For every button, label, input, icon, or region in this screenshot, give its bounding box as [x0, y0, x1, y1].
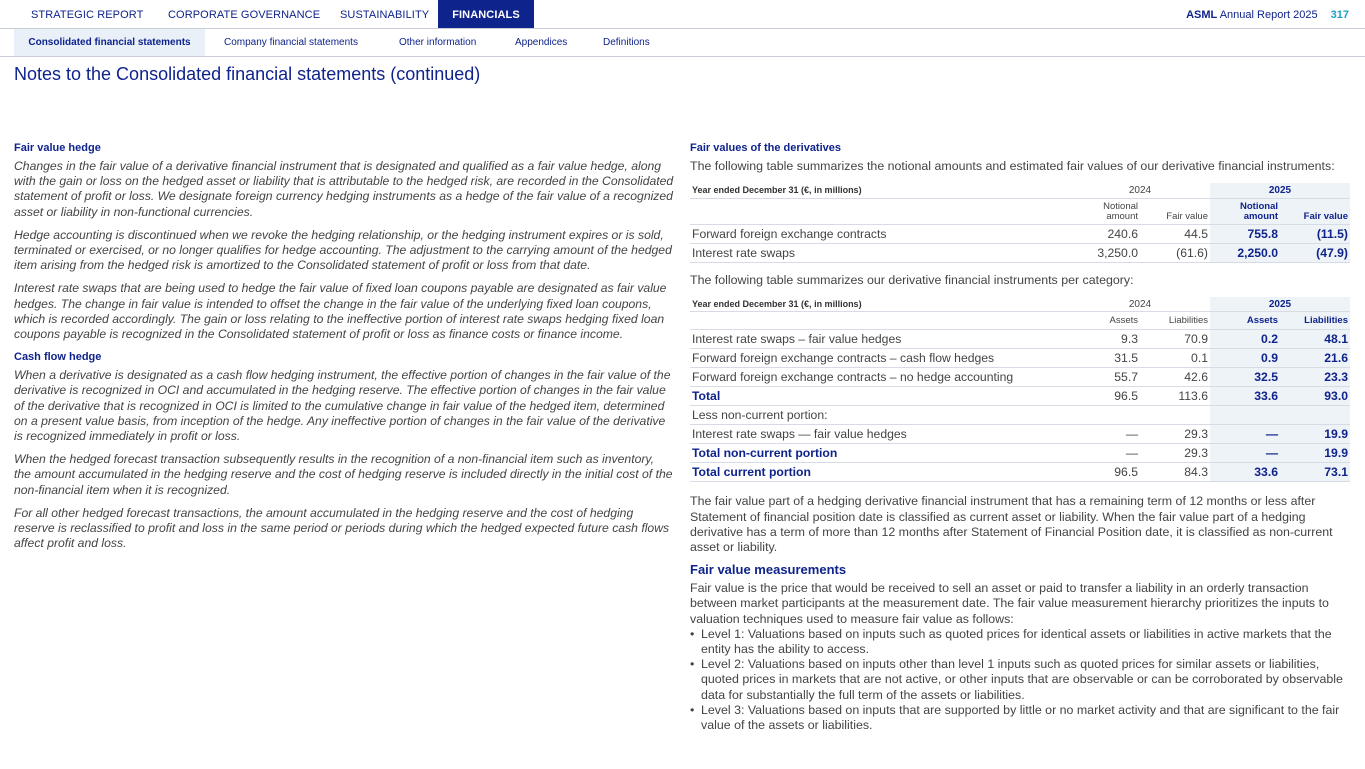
cell-value: 33.6 [1210, 387, 1280, 406]
subnav-definitions[interactable]: Definitions [603, 37, 650, 48]
cell-value: 755.8 [1210, 224, 1280, 243]
brand-report-title: Annual Report 2025 [1219, 9, 1318, 21]
tab-financials[interactable]: FINANCIALS [438, 0, 534, 28]
derivatives-table-intro: The following table summarizes the notional amounts and estimated fair values of our derivative financial instruments: [690, 159, 1335, 173]
subnav-appendices[interactable]: Appendices [515, 37, 568, 48]
cell-value: 73.1 [1280, 463, 1350, 482]
column-header: Fair value [1280, 198, 1350, 224]
cell-value: 42.6 [1140, 368, 1210, 387]
right-column [690, 141, 1352, 733]
cell-value: 55.7 [1070, 368, 1140, 387]
derivatives-category-table [690, 297, 1350, 483]
row-label: Total non-current portion [690, 444, 1070, 463]
fair-value-measurements-text: Fair value is the price that would be received to sell an asset or paid to transfer a liability in an orderly transaction between market participants at the measurement date. The fair value measurement hierarchy prioritizes the inputs to valuation techniques used to measure fair value as follows: [690, 581, 1329, 626]
derivatives-fair-value-table [690, 183, 1350, 263]
list-item: • Level 2: Valuations based on inputs other than level 1 inputs such as quoted prices for similar assets or liabilities, quoted prices in markets that are not active, or other inputs that are observable or can be corroborated by observable data for substantially the full term of the assets or liabilities. [690, 657, 1352, 703]
cell-value: 19.9 [1280, 444, 1350, 463]
cell-value: 240.6 [1070, 224, 1140, 243]
cell-value: (11.5) [1280, 224, 1350, 243]
table-row [690, 425, 1350, 444]
cell-value: — [1210, 444, 1280, 463]
cell-value: 0.2 [1210, 330, 1280, 349]
column-header: Assets [1070, 312, 1140, 330]
table-row-total [690, 444, 1350, 463]
subnav-company-financial-statements[interactable]: Company financial statements [224, 37, 358, 48]
year-2024-header: 2024 [1070, 183, 1210, 198]
table-label: Year ended December 31 (€, in millions) [690, 183, 1070, 198]
column-header: Liabilities [1140, 312, 1210, 330]
subnav-consolidated-financial-statements[interactable]: Consolidated financial statements [14, 29, 205, 56]
fair-value-hedge-heading: Fair value hedge [14, 142, 101, 154]
cell-value [1070, 406, 1140, 425]
column-header: Fair value [1140, 198, 1210, 224]
tab-strategic-report[interactable]: STRATEGIC REPORT [31, 9, 144, 21]
column-header: Notional amount [1070, 198, 1140, 224]
list-item: • Level 1: Valuations based on inputs such as quoted prices for identical assets or liabilities in active markets that the entity has the ability to access. [690, 627, 1352, 657]
brand-name: ASML [1186, 9, 1218, 21]
year-2024-header: 2024 [1070, 297, 1210, 312]
column-header: Assets [1210, 312, 1280, 330]
cash-flow-hedge-paragraph-1: When a derivative is designated as a cash flow hedging instrument, the effective portion of changes in the fair value of the derivative is recognized in OCI and accumulated in the hedging reserve. The effective portion of changes in the fair value of the derivative that is recognized in OCI is limited to the cumulative change in fair value of the hedged item, determined on a present value basis, from inception of the hedge. Any ineffective portion of changes in the fair value of the derivative is recognized immediately in profit or loss. [14, 368, 671, 444]
year-2025-header: 2025 [1210, 297, 1350, 312]
cell-value: — [1070, 425, 1140, 444]
cell-value: 48.1 [1280, 330, 1350, 349]
page-number: 317 [1330, 9, 1349, 21]
top-navigation [0, 0, 1365, 29]
cell-value [1280, 406, 1350, 425]
subnav-other-information[interactable]: Other information [399, 37, 477, 48]
cell-value: 0.9 [1210, 349, 1280, 368]
year-2025-header: 2025 [1210, 183, 1350, 198]
cell-value: 84.3 [1140, 463, 1210, 482]
cell-value: 70.9 [1140, 330, 1210, 349]
table-row [690, 349, 1350, 368]
sub-navigation [0, 29, 1365, 57]
cell-value: 19.9 [1280, 425, 1350, 444]
row-label: Forward foreign exchange contracts – no hedge accounting [690, 368, 1070, 387]
row-label: Less non-current portion: [690, 406, 1070, 425]
table-label: Year ended December 31 (€, in millions) [690, 297, 1070, 312]
left-column [14, 141, 674, 559]
cell-value [1210, 406, 1280, 425]
cell-value: (61.6) [1140, 243, 1210, 262]
cash-flow-hedge-heading: Cash flow hedge [14, 351, 102, 364]
cell-value: 31.5 [1070, 349, 1140, 368]
row-label: Total current portion [690, 463, 1070, 482]
row-label: Interest rate swaps – fair value hedges [690, 330, 1070, 349]
tab-sustainability[interactable]: SUSTAINABILITY [340, 9, 430, 21]
cell-value: 23.3 [1280, 368, 1350, 387]
cell-value: 96.5 [1070, 463, 1140, 482]
report-brand [1186, 0, 1349, 28]
cell-value: 29.3 [1140, 444, 1210, 463]
row-label: Total [690, 387, 1070, 406]
term-classification-text: The fair value part of a hedging derivative financial instrument that has a remaining term of 12 months or less after Statement of financial position date is classified as current asset or liability. When the fair value part of a hedging derivative has a term of more than 12 months after Statement of Financial Position date, it is classified as non-current asset or liability. [690, 494, 1333, 555]
cell-value: — [1210, 425, 1280, 444]
cash-flow-hedge-paragraph-2: When the hedged forecast transaction subsequently results in the recognition of a non-financial item such as inventory, the amount accumulated in the hedging reserve and the cost of hedging reserve is included directly in the initial cost of the non-financial item when it is recognized. [14, 452, 673, 497]
fair-value-levels-list [690, 627, 1352, 733]
column-header: Liabilities [1280, 312, 1350, 330]
cell-value: 33.6 [1210, 463, 1280, 482]
cell-value: 9.3 [1070, 330, 1140, 349]
cell-value [1140, 406, 1210, 425]
table-row [690, 330, 1350, 349]
row-label: Interest rate swaps [690, 243, 1070, 262]
cell-value: 29.3 [1140, 425, 1210, 444]
table-row [690, 406, 1350, 425]
table-row [690, 243, 1350, 262]
table-row-total [690, 387, 1350, 406]
list-item: • Level 3: Valuations based on inputs that are supported by little or no market activity and that are significant to the fair value of the assets or liabilities. [690, 703, 1352, 733]
cell-value: 44.5 [1140, 224, 1210, 243]
fair-value-hedge-paragraph-1: Changes in the fair value of a derivative financial instrument that is designated and qualified as a fair value hedge, along with the gain or loss on the hedged asset or liability that is attributable to the hedged risk, are recorded in the Consolidated statement of profit or loss. We designate foreign currency hedging instruments as a hedge of the fair value of a recognized asset or liability in non-functional currencies. [14, 159, 674, 219]
cell-value: 96.5 [1070, 387, 1140, 406]
cell-value: 113.6 [1140, 387, 1210, 406]
column-header: Notional amount [1210, 198, 1280, 224]
fair-value-measurements-heading: Fair value measurements [690, 562, 847, 578]
row-label: Interest rate swaps — fair value hedges [690, 425, 1070, 444]
fair-value-hedge-paragraph-2: Hedge accounting is discontinued when we revoke the hedging relationship, or the hedging instrument expires or is sold, terminated or exercised, or no longer qualifies for hedge accounting. The adjustment to the carrying amount of the hedged item arising from the hedged risk is amortized to the Consolidated statement of profit or loss from that date. [14, 227, 672, 273]
fair-value-hedge-paragraph-3: Interest rate swaps that are being used to hedge the fair value of fixed loan coupons payable are designated as fair value hedges. The change in fair value is intended to offset the change in the fair value of the underlying fixed loan coupons, which is recorded accordingly. The gain or loss relating to the ineffective portion of interest rate swaps hedging fixed loan coupons payable is recognized in the Consolidated statement of profit or loss as finance costs or finance income. [14, 281, 667, 342]
cell-value: 3,250.0 [1070, 243, 1140, 262]
category-table-intro: The following table summarizes our derivative financial instruments per category: [690, 272, 1134, 287]
cell-value: 2,250.0 [1210, 243, 1280, 262]
table-row [690, 224, 1350, 243]
page-title: Notes to the Consolidated financial statements (continued) [14, 64, 481, 84]
cell-value: — [1070, 444, 1140, 463]
cell-value: 0.1 [1140, 349, 1210, 368]
tab-corporate-governance[interactable]: CORPORATE GOVERNANCE [168, 9, 321, 21]
cell-value: 93.0 [1280, 387, 1350, 406]
cell-value: 21.6 [1280, 349, 1350, 368]
cash-flow-hedge-paragraph-3: For all other hedged forecast transactions, the amount accumulated in the hedging reserve and the cost of hedging reserve is reclassified to profit and loss in the same period or periods during which the hedged expected future cash flows affect profit and loss. [14, 505, 670, 551]
table-row-total [690, 463, 1350, 482]
row-label: Forward foreign exchange contracts – cash flow hedges [690, 349, 1070, 368]
row-label: Forward foreign exchange contracts [690, 224, 1070, 243]
table-row [690, 368, 1350, 387]
cell-value: (47.9) [1280, 243, 1350, 262]
cell-value: 32.5 [1210, 368, 1280, 387]
derivatives-fair-values-heading: Fair values of the derivatives [690, 142, 842, 154]
